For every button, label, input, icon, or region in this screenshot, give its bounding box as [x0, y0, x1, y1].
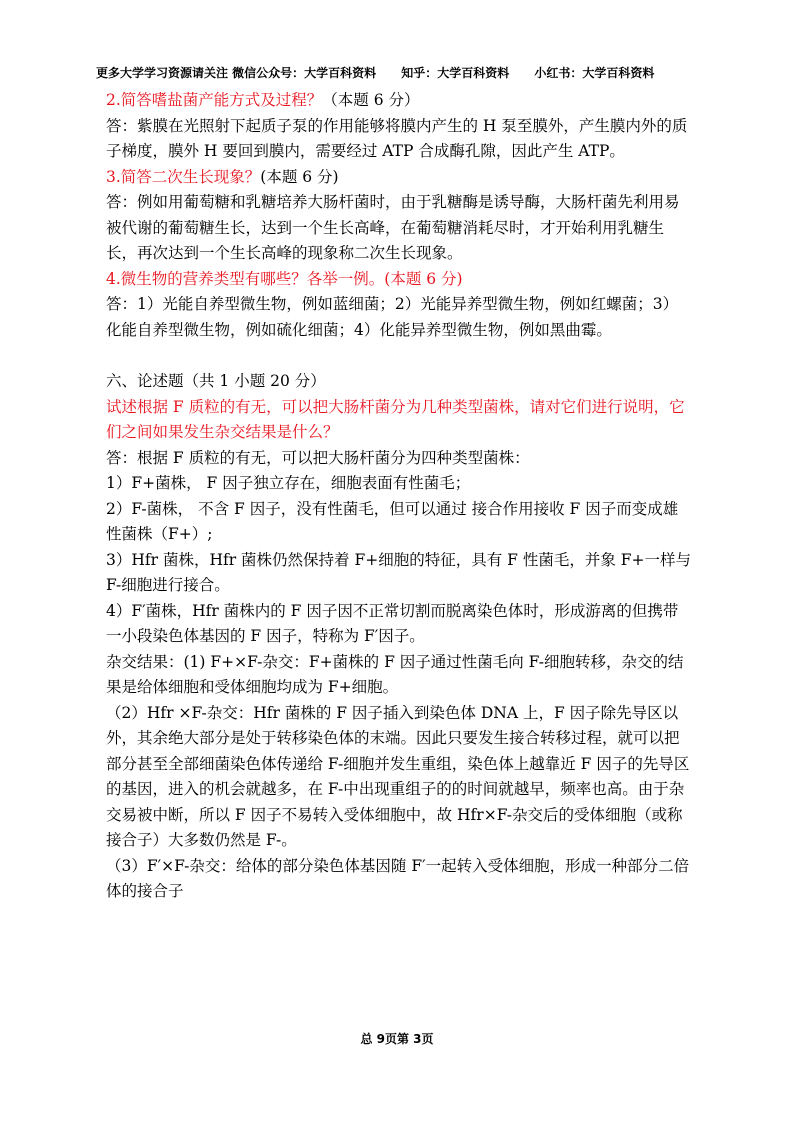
question-3-title-text: 3.简答二次生长现象？ [106, 167, 261, 186]
question-2-title [106, 88, 691, 114]
question-4-answer: 答：1）光能自养型微生物，例如蓝细菌；2）光能异养型微生物，例如红螺菌；3）化能自养型微生物，例如硫化细菌；4）化能异养型微生物，例如黑曲霉。 [106, 295, 679, 339]
essay-cross-result-3: （3）F′×F-杂交：给体的部分染色体基因随 F′一起转入受体细胞，形成一种部分二倍体的接合子 [106, 856, 690, 900]
page-header: 更多大学学习资源请关注 微信公众号：大学百科资料 知乎：大学百科资料 小红书：大学百科资料 [96, 66, 655, 80]
section-6-heading: 六、论述题（共 1 小题 20 分） [106, 372, 326, 390]
essay-cross-result-2: （2）Hfr ×F-杂交：Hfr 菌株的 F 因子插入到染色体 DNA 上，F 因子除先导区以外，其余绝大部分是处于转移染色体的末端。因此只要发生接合转移过程，就可以把部分甚至全部细菌染色体传递给 F-细胞并发生重组，染色体上越靠近 F 因子的先导区的基因，进入的机会就越多，在 F-中出现重组子的的时间就越早，频率也高。由于杂交易被中断，所以 F 因子不易转入受体细胞中，故 Hfr×F-杂交后的受体细胞（或称接合子）大多数仍然是 F-。 [106, 703, 690, 849]
question-2-score: （本题 6 分） [322, 91, 420, 109]
essay-answer-intro: 答：根据 F 质粒的有无，可以把大肠杆菌分为四种类型菌株： [106, 448, 530, 467]
section-spacer [106, 343, 691, 369]
essay-question: 试述根据 F 质粒的有无，可以把大肠杆菌分为几种类型菌株，请对它们进行说明，它们之间如果发生杂交结果是什么？ [106, 397, 685, 441]
essay-answer-item-1: 1）F+菌株， F 因子独立存在，细胞表面有性菌毛； [106, 474, 471, 492]
question-3-title [106, 165, 691, 191]
page-footer: 总 9页第 3页 [360, 1032, 434, 1046]
question-3-answer: 答：例如用葡萄糖和乳糖培养大肠杆菌时，由于乳糖酶是诱导酶，大肠杆菌先利用易被代谢的葡萄糖生长，达到一个生长高峰，在葡萄糖消耗尽时，才开始利用乳糖生长，再次达到一个生长高峰的现象称二次生长现象。 [106, 193, 680, 262]
question-2-answer: 答：紫膜在光照射下起质子泵的作用能够将膜内产生的 H 泵至膜外，产生膜内外的质子梯度，膜外 H 要回到膜内，需要经过 ATP 合成酶孔隙，因此产生 ATP。 [106, 116, 688, 160]
question-3-score: (本题 6 分) [260, 167, 339, 186]
question-2-title-text: 2.简答嗜盐菌产能方式及过程？ [106, 91, 323, 109]
essay-answer-item-2: 2）F-菌株， 不含 F 因子，没有性菌毛，但可以通过 接合作用接收 F 因子而变成雄性菌株（F+）; [106, 499, 679, 543]
essay-answer-item-4: 4）F′菌株，Hfr 菌株内的 F 因子因不正常切割而脱离染色体时，形成游离的但携带一小段染色体基因的 F 因子，特称为 F′因子。 [106, 601, 679, 645]
essay-answer-item-3: 3）Hfr 菌株，Hfr 菌株仍然保持着 F+细胞的特征，具有 F 性菌毛，并象 F+一样与 F-细胞进行接合。 [106, 550, 691, 594]
question-4-title: 4.微生物的营养类型有哪些？各举一例。(本题 6 分) [106, 269, 463, 288]
essay-cross-result-1: 杂交结果：(1) F+×F-杂交：F+菌株的 F 因子通过性菌毛向 F-细胞转移，杂交的结果是给体细胞和受体细胞均成为 F+细胞。 [106, 652, 684, 696]
page-content [106, 88, 691, 905]
